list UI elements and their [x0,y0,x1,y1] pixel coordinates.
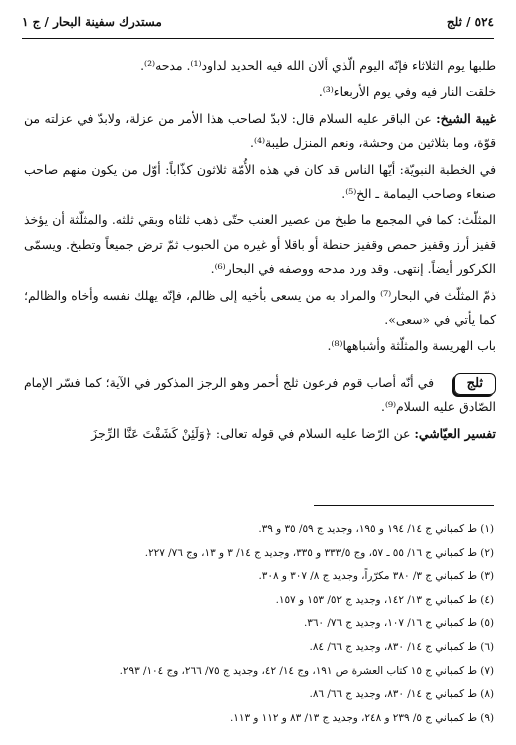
footnote-6: (٦) ط كمباني ج ١٤/ ٨٣٠، وجديد ج ٦٦/ ٨٤. [309,640,494,653]
paragraph-2: خلقت النار فيه وفي يوم الأربعاء⁽³⁾. [318,84,496,100]
header-divider [22,38,494,39]
footnote-9: (٩) ط كمباني ج ٥/ ٢٣٩ و ٢٤٨، وجديد ج ١٣/ ٨٣ و ١١٢ و ١١٣. [229,711,494,724]
paragraph-9 [24,422,496,446]
footnotes [22,518,494,730]
paragraph-3 [24,107,496,156]
footnote-7: (٧) ط كمباني ج ١٥ كتاب العشرة ص ١٩١، وج ١٤/ ٤٢، وجديد ج ٧٥/ ٢٦٦، وج ١٠٤/ ٢٩٣. [119,664,494,677]
page-number: ٥٢٤ / ثلج [446,15,494,29]
paragraph-6: ذمّ المثلّث في البحار⁽⁷⁾ والمراد به من يسعى بأخيه إلى ظالم، فإنّه يهلك نفسه وأخاه والظالم؛ كما يأتي في «سعى». [24,287,496,328]
book-title: مستدرك سفينة البحار / ج ١ [22,15,162,29]
footnote-3: (٣) ط كمباني ج ٣/ ٣٨٠ مكرّراً، وجديد ج ٨/ ٣٠٧ و ٣٠٨. [258,570,494,583]
footnote-4: (٤) ط كمباني ج ١٣/ ١٤٢، وجديد ج ٥٢/ ١٥٣ و ١٥٧. [275,593,494,606]
footnote-5: (٥) ط كمباني ج ١٦/ ١٠٧، وجديد ج ٧٦/ ٣٦٠. [303,617,494,630]
paragraph-4: في الخطبة النبويّة: أيّها الناس قد كان في هذه الأُمّة ثلاثون كذّاباً: أوّل من يكون منهم صاحب صنعاء وصاحب اليمامة ـ الخ⁽⁵⁾. [24,161,496,202]
paragraph-9-text: عن الرّضا عليه السلام في قوله تعالى: ﴿وَلَئِنْ كَشَفْتَ عَنَّا الرِّجزَ [91,425,415,441]
page-header [22,10,494,34]
paragraph-3-heading: غيبة الشيخ: [436,110,497,126]
paragraph-9-heading: تفسير العيّاشي: [414,425,496,441]
paragraph-8-text: في أنّه أصاب قوم فرعون ثلج أحمر وهو الرجز المذكور في الآية؛ كما فسّر الإمام الصّادق عليه السلام⁽⁹⁾. [24,374,496,415]
entry-word-box: ثلج [454,373,496,395]
paragraph-3-text: عن الباقر عليه السلام قال: لابدّ لصاحب هذا الأمر من عزلة، ولابدّ في عزلته من قوّة، وما بثلاثين من وحشة، ونعم المنزل طيبة⁽⁴⁾. [24,110,496,151]
footnote-2: (٢) ط كمباني ج ١٦/ ٥٥ ـ ٥٧، وج ٣٣٣/٥ و ٣٣٥، وجديد ج ١٤/ ٣ و ١٣، وج ٧٦/ ٢٢٧. [144,546,494,559]
paragraph-1: طلبها يوم الثلاثاء فإنّه اليوم الّذي ألان الله فيه الحديد لداود⁽¹⁾. مدحه⁽²⁾. [140,58,496,73]
paragraph-5: المثلّث: كما في المجمع ما طبخ من عصير العنب حتّى ذهب ثلثاه وبقي ثلثه. والمثلّثة أن يؤخذ قفيز أرز وقفيز حمص وقفيز حنطة أو باقلا أو غيره من الحبوب ثمّ ترض جميعاً وتطبخ. ويسمّى الكركور أيضاً. إنتهى. وقد ورد مدحه ووصفه في البحار⁽⁶⁾. [24,212,496,277]
footnote-1: (١) ط كمباني ج ١٤/ ١٩٤ و ١٩٥، وجديد ج ٥٩/ ٣٥ و ٣٩. [258,523,494,535]
main-text [24,54,496,446]
footnote-8: (٨) ط كمباني ج ١٤/ ٨٣٠، وجديد ج ٦٦/ ٨٦. [309,688,494,701]
paragraph-7: باب الهريسة والمثلّثة وأشباهها⁽⁸⁾. [327,338,496,354]
footnote-divider [314,505,494,506]
